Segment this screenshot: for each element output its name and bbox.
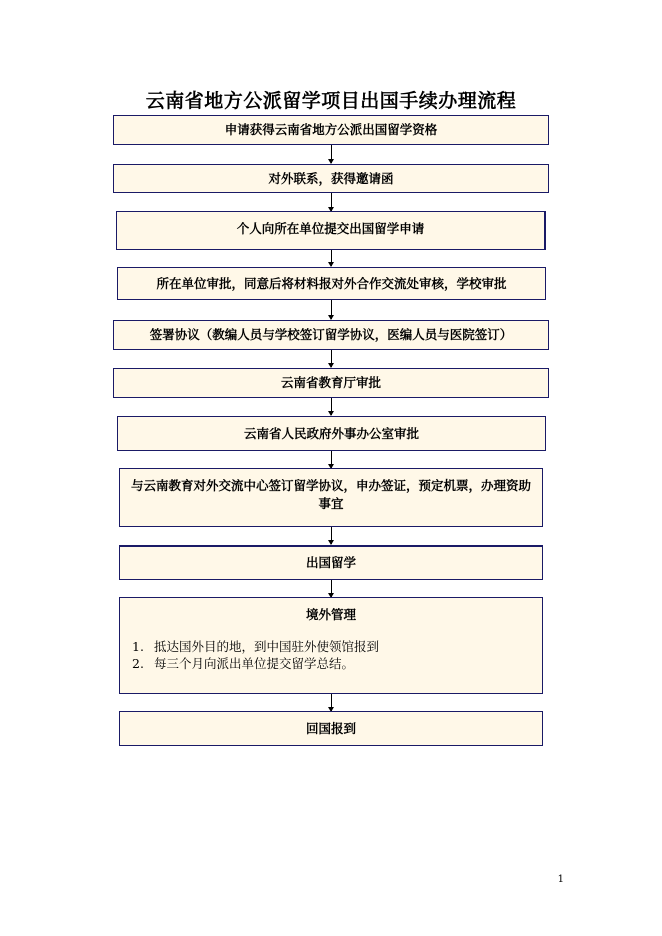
flow-arrow	[331, 527, 332, 544]
flow-arrow	[331, 580, 332, 597]
flow-step-label: 与云南教育对外交流中心签订留学协议，申办签证，预定机票，办理资助事宜	[130, 478, 531, 511]
flow-step-label: 所在单位审批，同意后将材料报对外合作交流处审核，学校审批	[156, 275, 507, 291]
flow-step-label: 申请获得云南省地方公派出国留学资格	[224, 122, 438, 137]
page-number: 1	[557, 874, 564, 885]
flow-step-5	[113, 320, 549, 350]
flow-arrow	[331, 451, 332, 468]
flow-step-1	[113, 115, 549, 145]
management-title: 境外管理	[305, 607, 356, 622]
flow-arrow	[331, 250, 332, 266]
flow-step-label: 出国留学	[305, 555, 356, 570]
flow-step-2	[113, 164, 549, 193]
list-item: 1. 抵达国外目的地，到中国驻外使领馆报到	[132, 639, 380, 654]
list-item: 2. 每三个月向派出单位提交留学总结。	[132, 656, 355, 671]
flow-step-label: 云南省教育厅审批	[280, 375, 381, 390]
flow-step-4	[117, 267, 546, 300]
page-title: 云南省地方公派留学项目出国手续办理流程	[145, 90, 517, 112]
flow-arrow	[331, 145, 332, 163]
management-list	[126, 638, 536, 672]
flow-step-final	[119, 711, 543, 746]
flow-step-9	[119, 545, 543, 580]
flow-step-label: 云南省人民政府外事办公室审批	[243, 425, 419, 441]
flow-step-7	[117, 416, 546, 451]
flow-step-label: 回国报到	[305, 720, 356, 736]
flow-arrow	[331, 694, 332, 711]
flow-arrow	[331, 398, 332, 415]
flow-step-6	[113, 368, 549, 398]
flow-arrow	[331, 350, 332, 367]
flow-step-8	[119, 468, 543, 527]
flow-arrow	[331, 193, 332, 211]
flow-step-label: 签署协议（教编人员与学校签订留学协议，医编人员与医院签订）	[149, 327, 513, 342]
overseas-management-box	[119, 597, 543, 694]
flow-step-label: 个人向所在单位提交出国留学申请	[236, 221, 425, 236]
flow-step-3	[116, 211, 546, 250]
flow-step-label: 对外联系，获得邀请函	[268, 170, 394, 186]
flow-arrow	[331, 300, 332, 319]
